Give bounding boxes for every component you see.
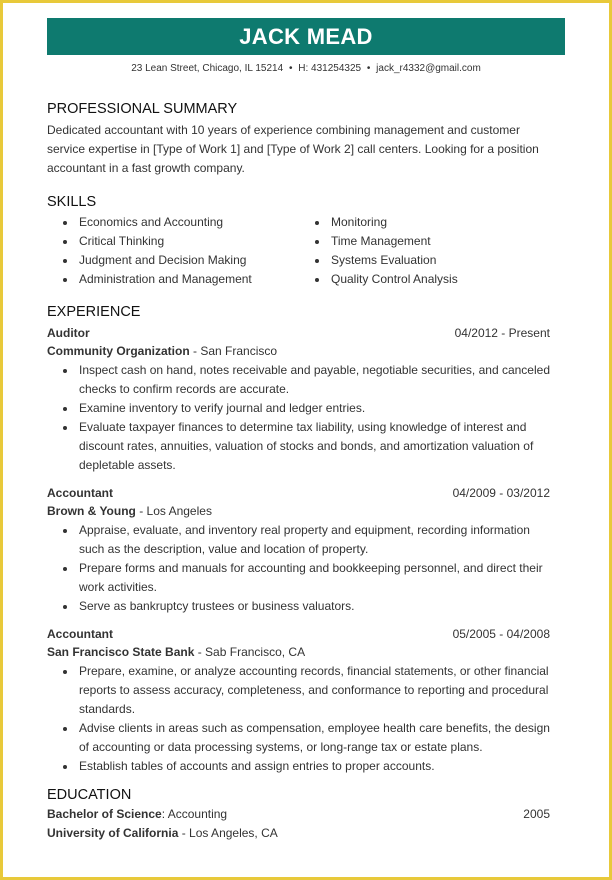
job-title: Accountant: [47, 486, 113, 500]
duty-item: Evaluate taxpayer finances to determine tax liability, using knowledge of interest and discount rates, annuities, valuation of stocks and bonds, and amortization valuation of depletable assets.: [47, 418, 550, 475]
contact-email[interactable]: jack_r4332@gmail.com: [376, 63, 481, 74]
summary-text: Dedicated accountant with 10 years of experience combining management and customer service expertise in [Type of Work 1] and [Type of Work 2] call centers. Looking for a position accountant in a fast growth company.: [47, 123, 539, 175]
job-company: San Francisco State Bank: [47, 645, 195, 659]
experience-heading: EXPERIENCE: [47, 304, 141, 320]
job-entry: [47, 484, 550, 616]
job-location: - Sab Francisco, CA: [194, 645, 306, 659]
education-year: 2005: [523, 807, 550, 821]
education-location: - Los Angeles, CA: [178, 826, 278, 840]
skill-item: Quality Control Analysis: [299, 270, 549, 289]
job-company-line: [47, 342, 550, 360]
job-company: Brown & Young: [47, 504, 136, 518]
education-school-line: [47, 824, 550, 843]
skills-list: [47, 213, 550, 289]
job-entry: [47, 625, 550, 776]
job-title: Accountant: [47, 627, 113, 641]
duty-item: Inspect cash on hand, notes receivable and payable, negotiable securities, and canceled checks to confirm records are accurate.: [47, 361, 550, 399]
education-heading: EDUCATION: [47, 787, 132, 803]
skills-column-left: [47, 213, 299, 289]
contact-separator: •: [366, 63, 371, 74]
skill-item: Critical Thinking: [47, 232, 299, 251]
job-location: - Los Angeles: [135, 504, 212, 518]
job-dates: 05/2005 - 04/2008: [452, 627, 550, 641]
job-title: Auditor: [47, 326, 90, 340]
job-dates: 04/2009 - 03/2012: [452, 486, 550, 500]
skill-item: Monitoring: [299, 213, 549, 232]
education-degree: Bachelor of Science: [47, 807, 162, 821]
job-company-line: [47, 502, 550, 520]
education-degree-row: [47, 805, 550, 824]
duty-item: Serve as bankruptcy trustees or business valuators.: [47, 597, 550, 616]
contact-phone: H: 431254325: [298, 63, 362, 74]
contact-separator: •: [288, 63, 293, 74]
skill-item: Systems Evaluation: [299, 251, 549, 270]
job-duties: [47, 521, 550, 616]
duty-item: Examine inventory to verify journal and ledger entries.: [47, 399, 550, 418]
resume-body: [47, 101, 550, 843]
duty-item: Advise clients in areas such as compensation, employee health care benefits, the design of accounting or data processing systems, or long-range tax or estate plans.: [47, 719, 550, 757]
duty-item: Prepare, examine, or analyze accounting records, financial statements, or other financial reports to assess accuracy, completeness, and conformance to reporting and procedural standards.: [47, 662, 550, 719]
summary-heading: PROFESSIONAL SUMMARY: [47, 101, 238, 117]
job-company: Community Organization: [47, 344, 190, 358]
education-school: University of California: [47, 826, 179, 840]
skills-column-right: [299, 213, 549, 289]
job-company-line: [47, 643, 550, 661]
skills-heading: SKILLS: [47, 194, 97, 210]
job-dates: 04/2012 - Present: [454, 326, 550, 340]
contact-line: [0, 63, 612, 74]
duty-item: Establish tables of accounts and assign entries to proper accounts.: [47, 757, 550, 776]
skill-item: Economics and Accounting: [47, 213, 299, 232]
skill-item: Time Management: [299, 232, 549, 251]
name-header: JACK MEAD: [47, 18, 565, 55]
contact-address: 23 Lean Street, Chicago, IL 15214: [131, 63, 284, 74]
job-duties: [47, 662, 550, 776]
job-duties: [47, 361, 550, 475]
duty-item: Prepare forms and manuals for accounting and bookkeeping personnel, and direct their work activities.: [47, 559, 550, 597]
skill-item: Judgment and Decision Making: [47, 251, 299, 270]
duty-item: Appraise, evaluate, and inventory real property and equipment, recording information such as the description, value and location of property.: [47, 521, 550, 559]
education-field: : Accounting: [161, 807, 228, 821]
job-location: - San Francisco: [189, 344, 278, 358]
skill-item: Administration and Management: [47, 270, 299, 289]
job-entry: [47, 324, 550, 475]
